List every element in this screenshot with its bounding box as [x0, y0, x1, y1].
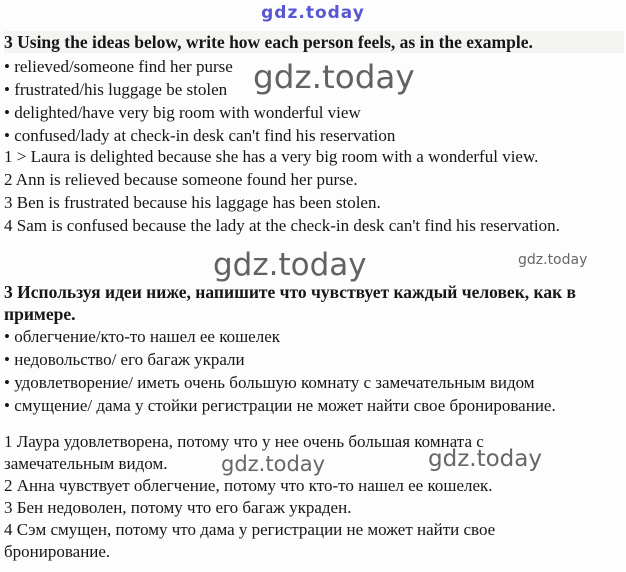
english-answer-item: 2 Ann is relieved because someone found her purse. — [4, 170, 358, 189]
russian-idea-item: • облегчение/кто-то нашел ее кошелек — [4, 327, 281, 346]
watermark-mid-small: gdz.today — [518, 252, 588, 268]
russian-answer-line: замечательным видом. — [4, 454, 168, 473]
watermark-mid-large: gdz.today — [213, 247, 367, 283]
english-answer-item: 4 Sam is confused because the lady at the check-in desk can't find his reservation. — [4, 216, 560, 235]
watermark-top: gdz.today — [261, 3, 365, 23]
exercise-heading-russian-line: 3 Используя идеи ниже, напишите что чувствует каждый человек, как в — [4, 282, 577, 302]
english-answer-list — [4, 145, 560, 237]
russian-answer-line: 1 Лаура удовлетворена, потому что у нее очень большая комната с — [4, 432, 484, 451]
russian-idea-list — [4, 325, 556, 417]
exercise-heading-english: 3 Using the ideas below, write how each person feels, as in the example. — [4, 31, 624, 53]
russian-answer-line: бронирование. — [4, 542, 111, 561]
russian-answer-line: 4 Сэм смущен, потому что дама у регистрации не может найти свое — [4, 520, 496, 539]
watermark-bullets-overlay: gdz.today — [253, 58, 415, 96]
watermark-bottom-left: gdz.today — [221, 452, 326, 476]
russian-idea-item: • недовольство/ его багаж украли — [4, 350, 245, 369]
russian-answer-line: 2 Анна чувствует облегчение, потому что кто-то нашел ее кошелек. — [4, 476, 493, 495]
english-idea-item: • confused/lady at check-in desk can't find his reservation — [4, 126, 396, 145]
russian-answer-line: 3 Бен недоволен, потому что его багаж украден. — [4, 498, 352, 517]
watermark-bottom-right: gdz.today — [428, 446, 542, 472]
english-idea-item: • frustrated/his luggage be stolen — [4, 80, 228, 99]
russian-idea-item: • смущение/ дама у стойки регистрации не может найти свое бронирование. — [4, 396, 556, 415]
russian-idea-item: • удовлетворение/ иметь очень большую комнату с замечательным видом — [4, 373, 535, 392]
english-answer-item: 3 Ben is frustrated because his laggage has been stolen. — [4, 193, 381, 212]
english-idea-list — [4, 55, 395, 147]
russian-answer-list — [4, 431, 495, 563]
exercise-heading-russian-line: примере. — [4, 304, 76, 324]
english-answer-item: 1 > Laura is delighted because she has a very big room with a wonderful view. — [4, 147, 539, 166]
english-idea-item: • relieved/someone find her purse — [4, 57, 233, 76]
english-idea-item: • delighted/have very big room with wonderful view — [4, 103, 361, 122]
exercise-heading-russian — [4, 281, 576, 325]
